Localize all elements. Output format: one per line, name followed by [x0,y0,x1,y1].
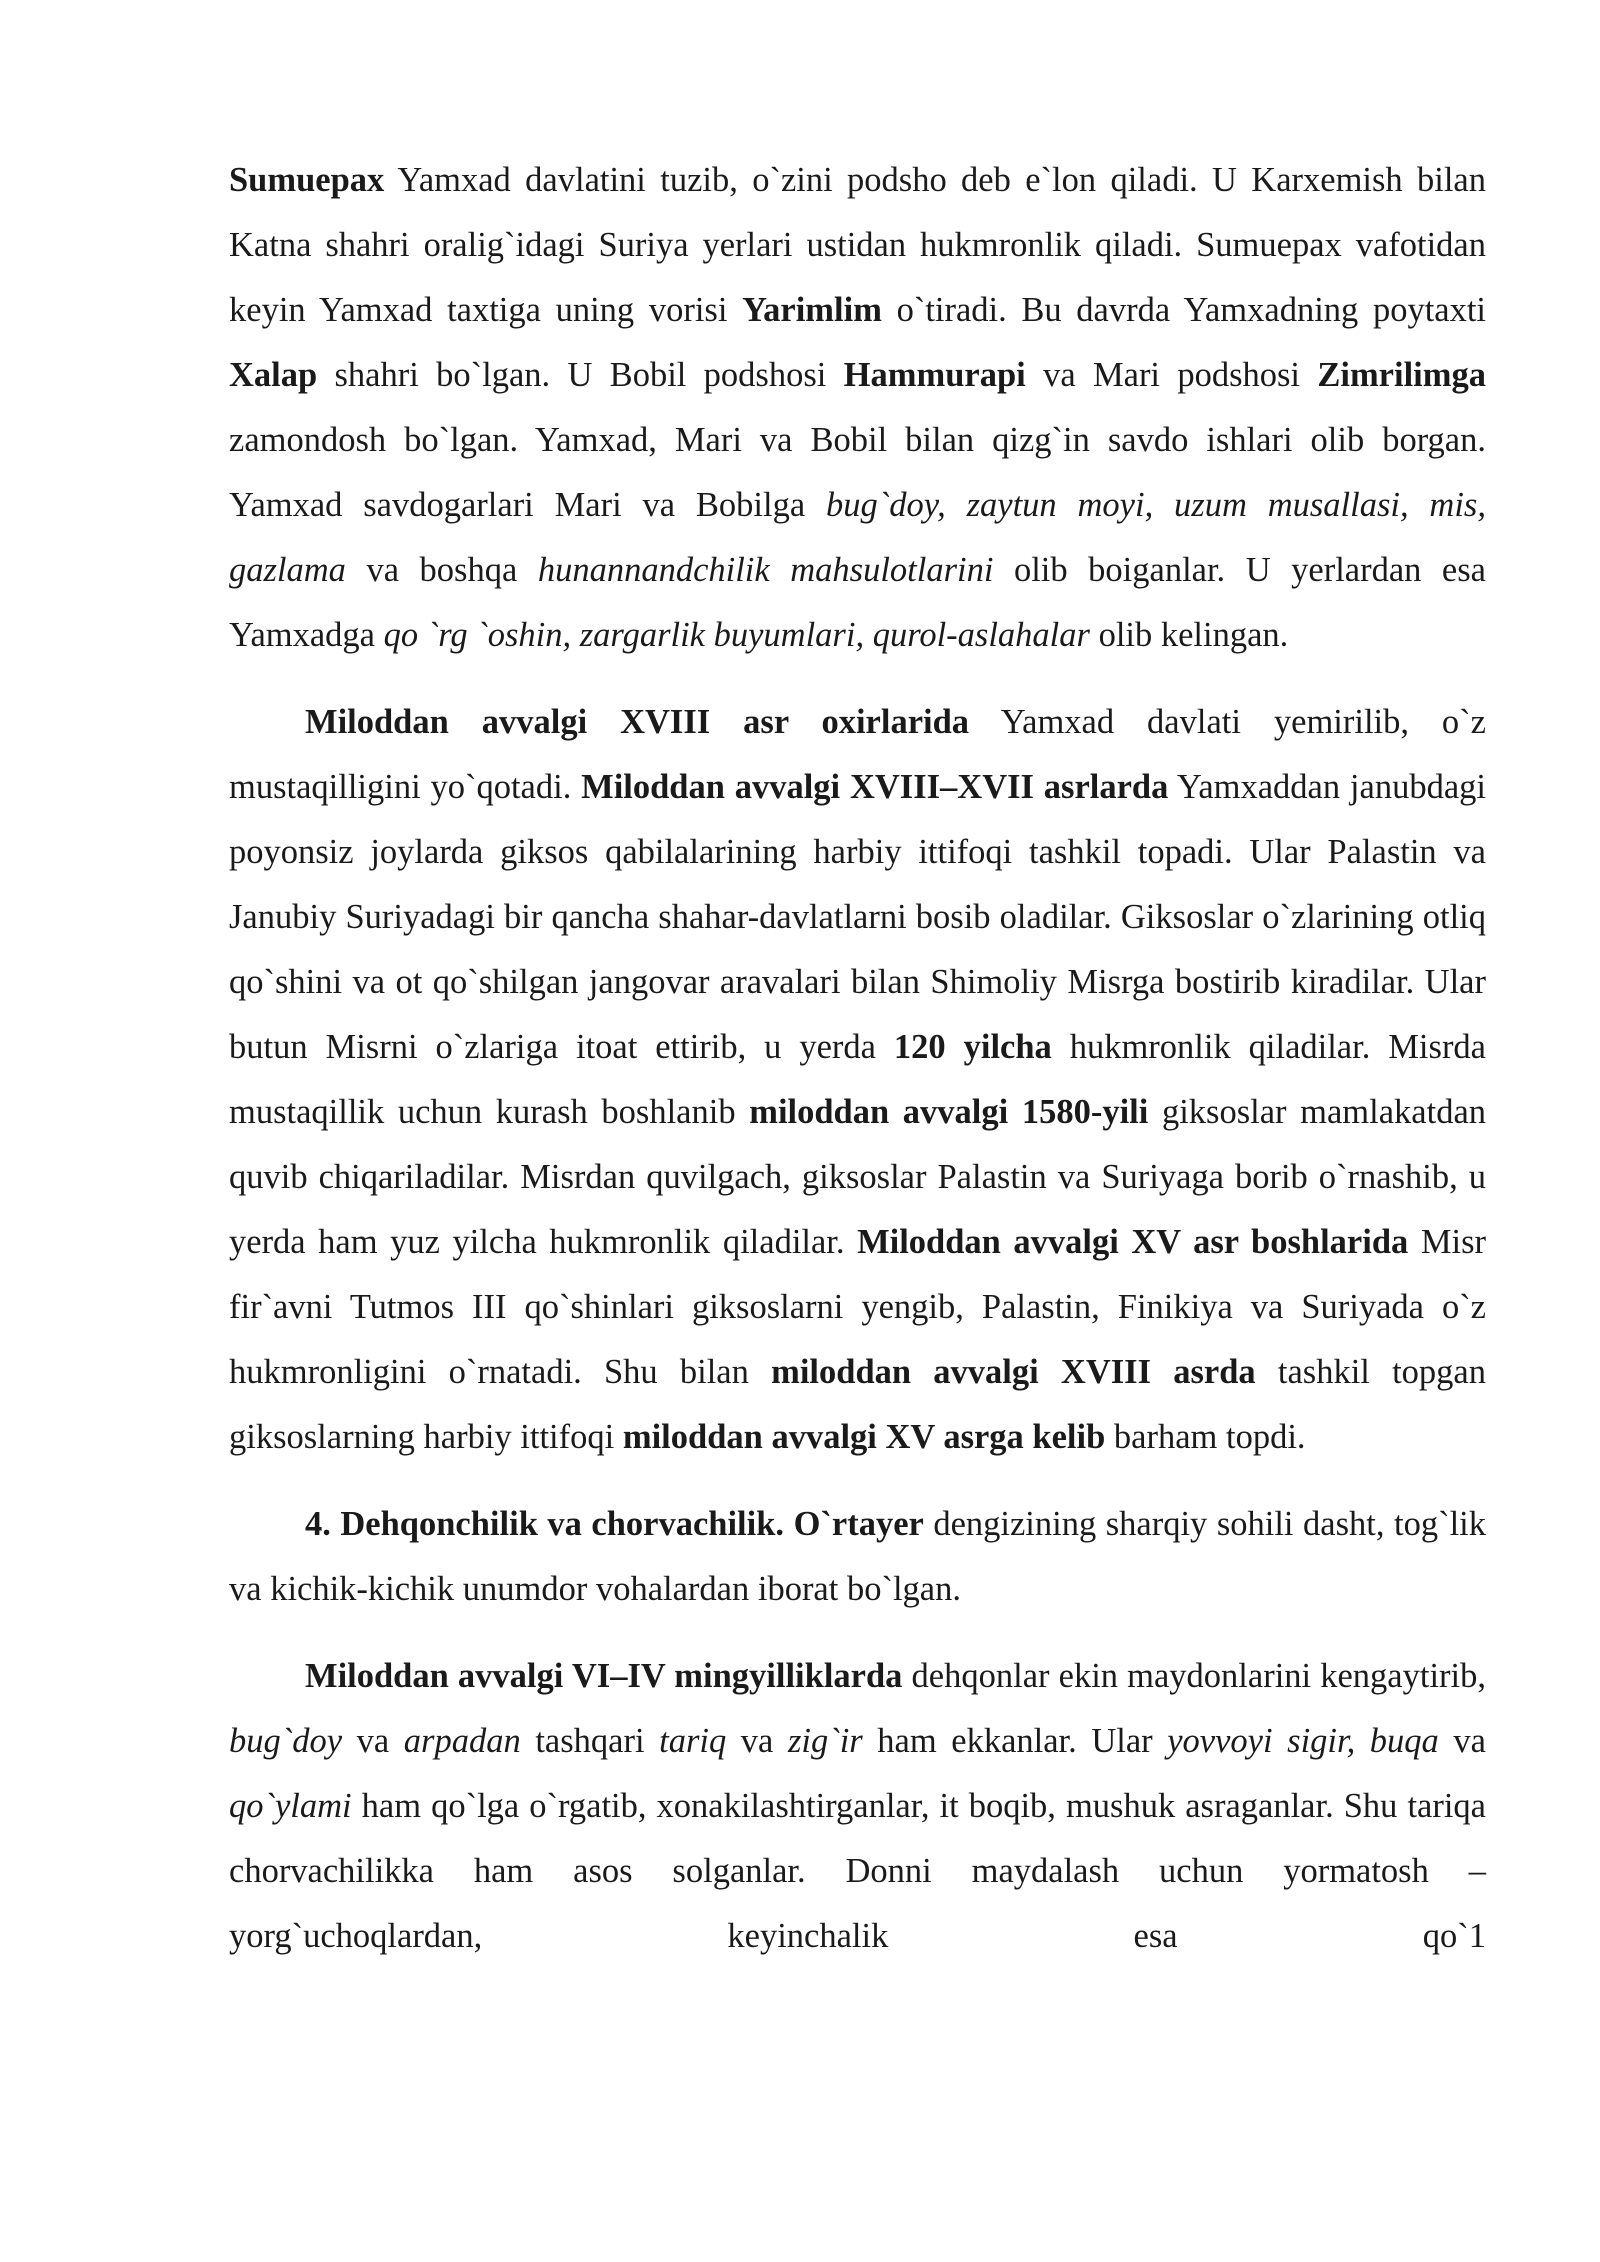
paragraph [229,1644,1486,1969]
text-run: va Mari podshosi [1025,356,1318,394]
bold-text: Xalap [229,356,318,394]
italic-text: qo `rg `oshin, zargarlik buyumlari, qurol-aslahalar [383,616,1090,654]
text-run: barham topdi. [1105,1418,1306,1456]
italic-text: hunannandchilik mahsulotlarini [537,551,994,589]
text-run: va boshqa [345,551,538,589]
italic-text: bug`doy [229,1722,343,1760]
text-run: tashkil topgan giksoslarning harbiy ittifoqi [229,1353,1486,1456]
text-run: zamondosh bo`lgan. Yamxad, Mari va Bobil bilan qizg`in savdo ishlari olib borgan. Yamxad savdogarlari Mari va Bobilga [229,421,1486,524]
bold-text: Miloddan avvalgi VI–IV mingyilliklarda [305,1657,903,1695]
text-run: va [726,1722,788,1760]
text-run: Yamxad davlatini tuzib, o`zini podsho deb e`lon qiladi. U Karxemish bilan Katna shahri oralig`idagi Suriya yerlari ustidan hukmronlik qiladi. Sumuepax vafotidan keyin Yamxad taxtiga uning vorisi [229,161,1486,329]
bold-text: Hammurapi [843,356,1026,394]
text-run: shahri bo`lgan. U Bobil podshosi [317,356,844,394]
italic-text: qo`ylami [229,1787,352,1825]
italic-text: zig`ir [787,1722,863,1760]
bold-text: 120 yilcha [893,1028,1052,1066]
text-run: ham qo`lga o`rgatib, xonakilashtirganlar, it boqib, mushuk asraganlar. Shu tariqa chorvachilikka ham asos solganlar. Donni maydalash uchun yormatosh – yorg`uchoqlardan, keyinchalik esa qo`1 [229,1787,1486,1955]
bold-text: Miloddan avvalgi XV asr boshlarida [857,1223,1409,1261]
text-run: tashqari [520,1722,660,1760]
text-run: olib kelingan. [1089,616,1289,654]
bold-text: Miloddan avvalgi XVIII–XVII asrlarda [581,768,1169,806]
paragraph [229,690,1486,1470]
paragraph [229,148,1486,668]
text-run: hukmronlik qiladilar. Misrda mustaqillik uchun kurash boshlanib [229,1028,1486,1131]
document-page [229,148,1486,1969]
text-run: o`tiradi. Bu davrda Yamxadning poytaxti [881,291,1487,329]
text-run: va [342,1722,404,1760]
text-run: dengizining sharqiy sohili dasht, tog`lik va kichik-kichik unumdor vohalardan iborat bo`lgan. [229,1505,1486,1608]
italic-text: yovvoyi sigir, buqa [1167,1722,1439,1760]
text-run: va [1438,1722,1486,1760]
italic-text: arpadan [403,1722,521,1760]
paragraph [229,1492,1486,1622]
italic-text: bug`doy, zaytun moyi, uzum musallasi, mis, gazlama [229,486,1486,589]
text-run: ham ekkanlar. Ular [862,1722,1168,1760]
text-run: Misr fir`avni Tutmos III qo`shinlari giksoslarni yengib, Palastin, Finikiya va Suriyada o`z hukmronligini o`rnatadi. Shu bilan [229,1223,1487,1391]
text-run: Yamxad davlati yemirilib, o`z mustaqilligini yo`qotadi. [229,703,1486,806]
bold-text: 4. Dehqonchilik va chorvachilik. O`rtayer [305,1505,924,1543]
bold-text: miloddan avvalgi 1580-yili [749,1093,1149,1131]
bold-text: Yarimlim [742,291,882,329]
text-run: dehqonlar ekin maydonlarini kengaytirib, [902,1657,1486,1695]
bold-text: Sumuepax [229,161,385,199]
bold-text: Miloddan avvalgi XVIII asr oxirlarida [305,703,970,741]
text-run: Yamxaddan janubdagi poyonsiz joylarda giksos qabilalarining harbiy ittifoqi tashkil topadi. Ular Palastin va Janubiy Suriyadagi bir qancha shahar-davlatlarni bosib oladilar. Giksoslar o`zlarining otliq qo`shini va ot qo`shilgan jangovar aravalari bilan Shimoliy Misrga bostirib kiradilar. Ular butun Misrni o`zlariga itoat ettirib, u yerda [229,768,1486,1066]
bold-text: miloddan avvalgi XV asrga kelib [622,1418,1106,1456]
bold-text: Zimrilimga [1317,356,1486,394]
italic-text: tariq [659,1722,727,1760]
bold-text: miloddan avvalgi XVIII asrda [771,1353,1256,1391]
text-run: olib boiganlar. U yerlardan esa Yamxadga [229,551,1486,654]
text-run: giksoslar mamlakatdan quvib chiqariladilar. Misrdan quvilgach, giksoslar Palastin va Suriyaga borib o`rnashib, u yerda ham yuz yilcha hukmronlik qiladilar. [229,1093,1487,1261]
